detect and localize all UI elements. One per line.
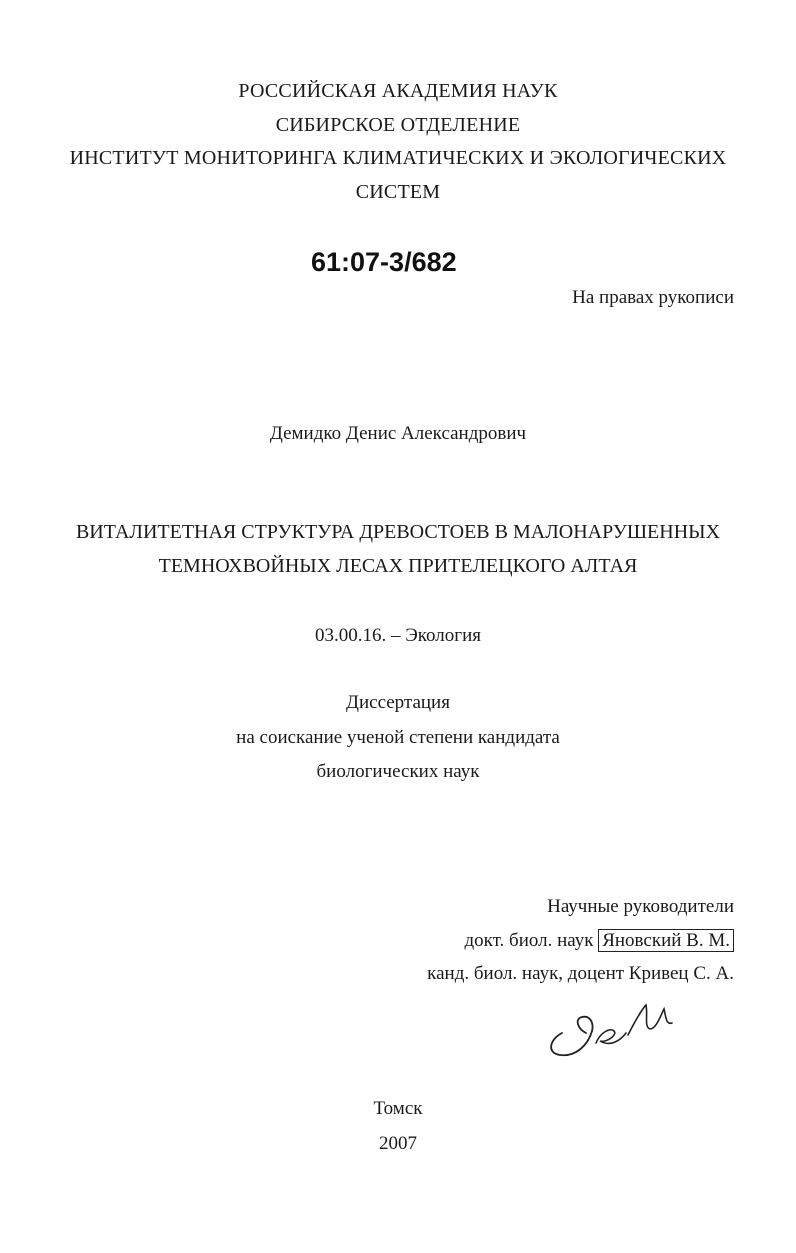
academy-name: РОССИЙСКАЯ АКАДЕМИЯ НАУК bbox=[238, 80, 558, 102]
degree-line3: биологических наук bbox=[316, 761, 480, 782]
supervisor-first bbox=[465, 930, 735, 952]
supervisor-second: канд. биол. наук, доцент Кривец С. А. bbox=[427, 963, 734, 984]
manuscript-note: На правах рукописи bbox=[572, 287, 734, 308]
degree-line2: на соискание ученой степени кандидата bbox=[236, 727, 560, 748]
institute-name-cont: СИСТЕМ bbox=[355, 181, 441, 203]
handwritten-signature bbox=[540, 995, 680, 1065]
supervisor-first-name: Яновский В. М. bbox=[598, 929, 734, 952]
year: 2007 bbox=[379, 1133, 417, 1154]
thesis-title-line1: ВИТАЛИТЕТНАЯ СТРУКТУРА ДРЕВОСТОЕВ В МАЛОНАРУШЕННЫХ bbox=[75, 521, 721, 543]
archive-code: 61:07-3/682 bbox=[311, 247, 457, 277]
supervisors-heading: Научные руководители bbox=[547, 896, 734, 917]
city: Томск bbox=[373, 1098, 423, 1119]
institute-name: ИНСТИТУТ МОНИТОРИНГА КЛИМАТИЧЕСКИХ И ЭКОЛОГИЧЕСКИХ bbox=[69, 147, 727, 169]
thesis-title-line2: ТЕМНОХВОЙНЫХ ЛЕСАХ ПРИТЕЛЕЦКОГО АЛТАЯ bbox=[158, 555, 638, 577]
specialty: 03.00.16. – Экология bbox=[315, 625, 481, 646]
supervisor-first-degree: докт. биол. наук bbox=[464, 930, 594, 951]
degree-heading: Диссертация bbox=[346, 692, 450, 713]
author-name: Демидко Денис Александрович bbox=[269, 423, 527, 444]
branch-name: СИБИРСКОЕ ОТДЕЛЕНИЕ bbox=[275, 114, 521, 136]
